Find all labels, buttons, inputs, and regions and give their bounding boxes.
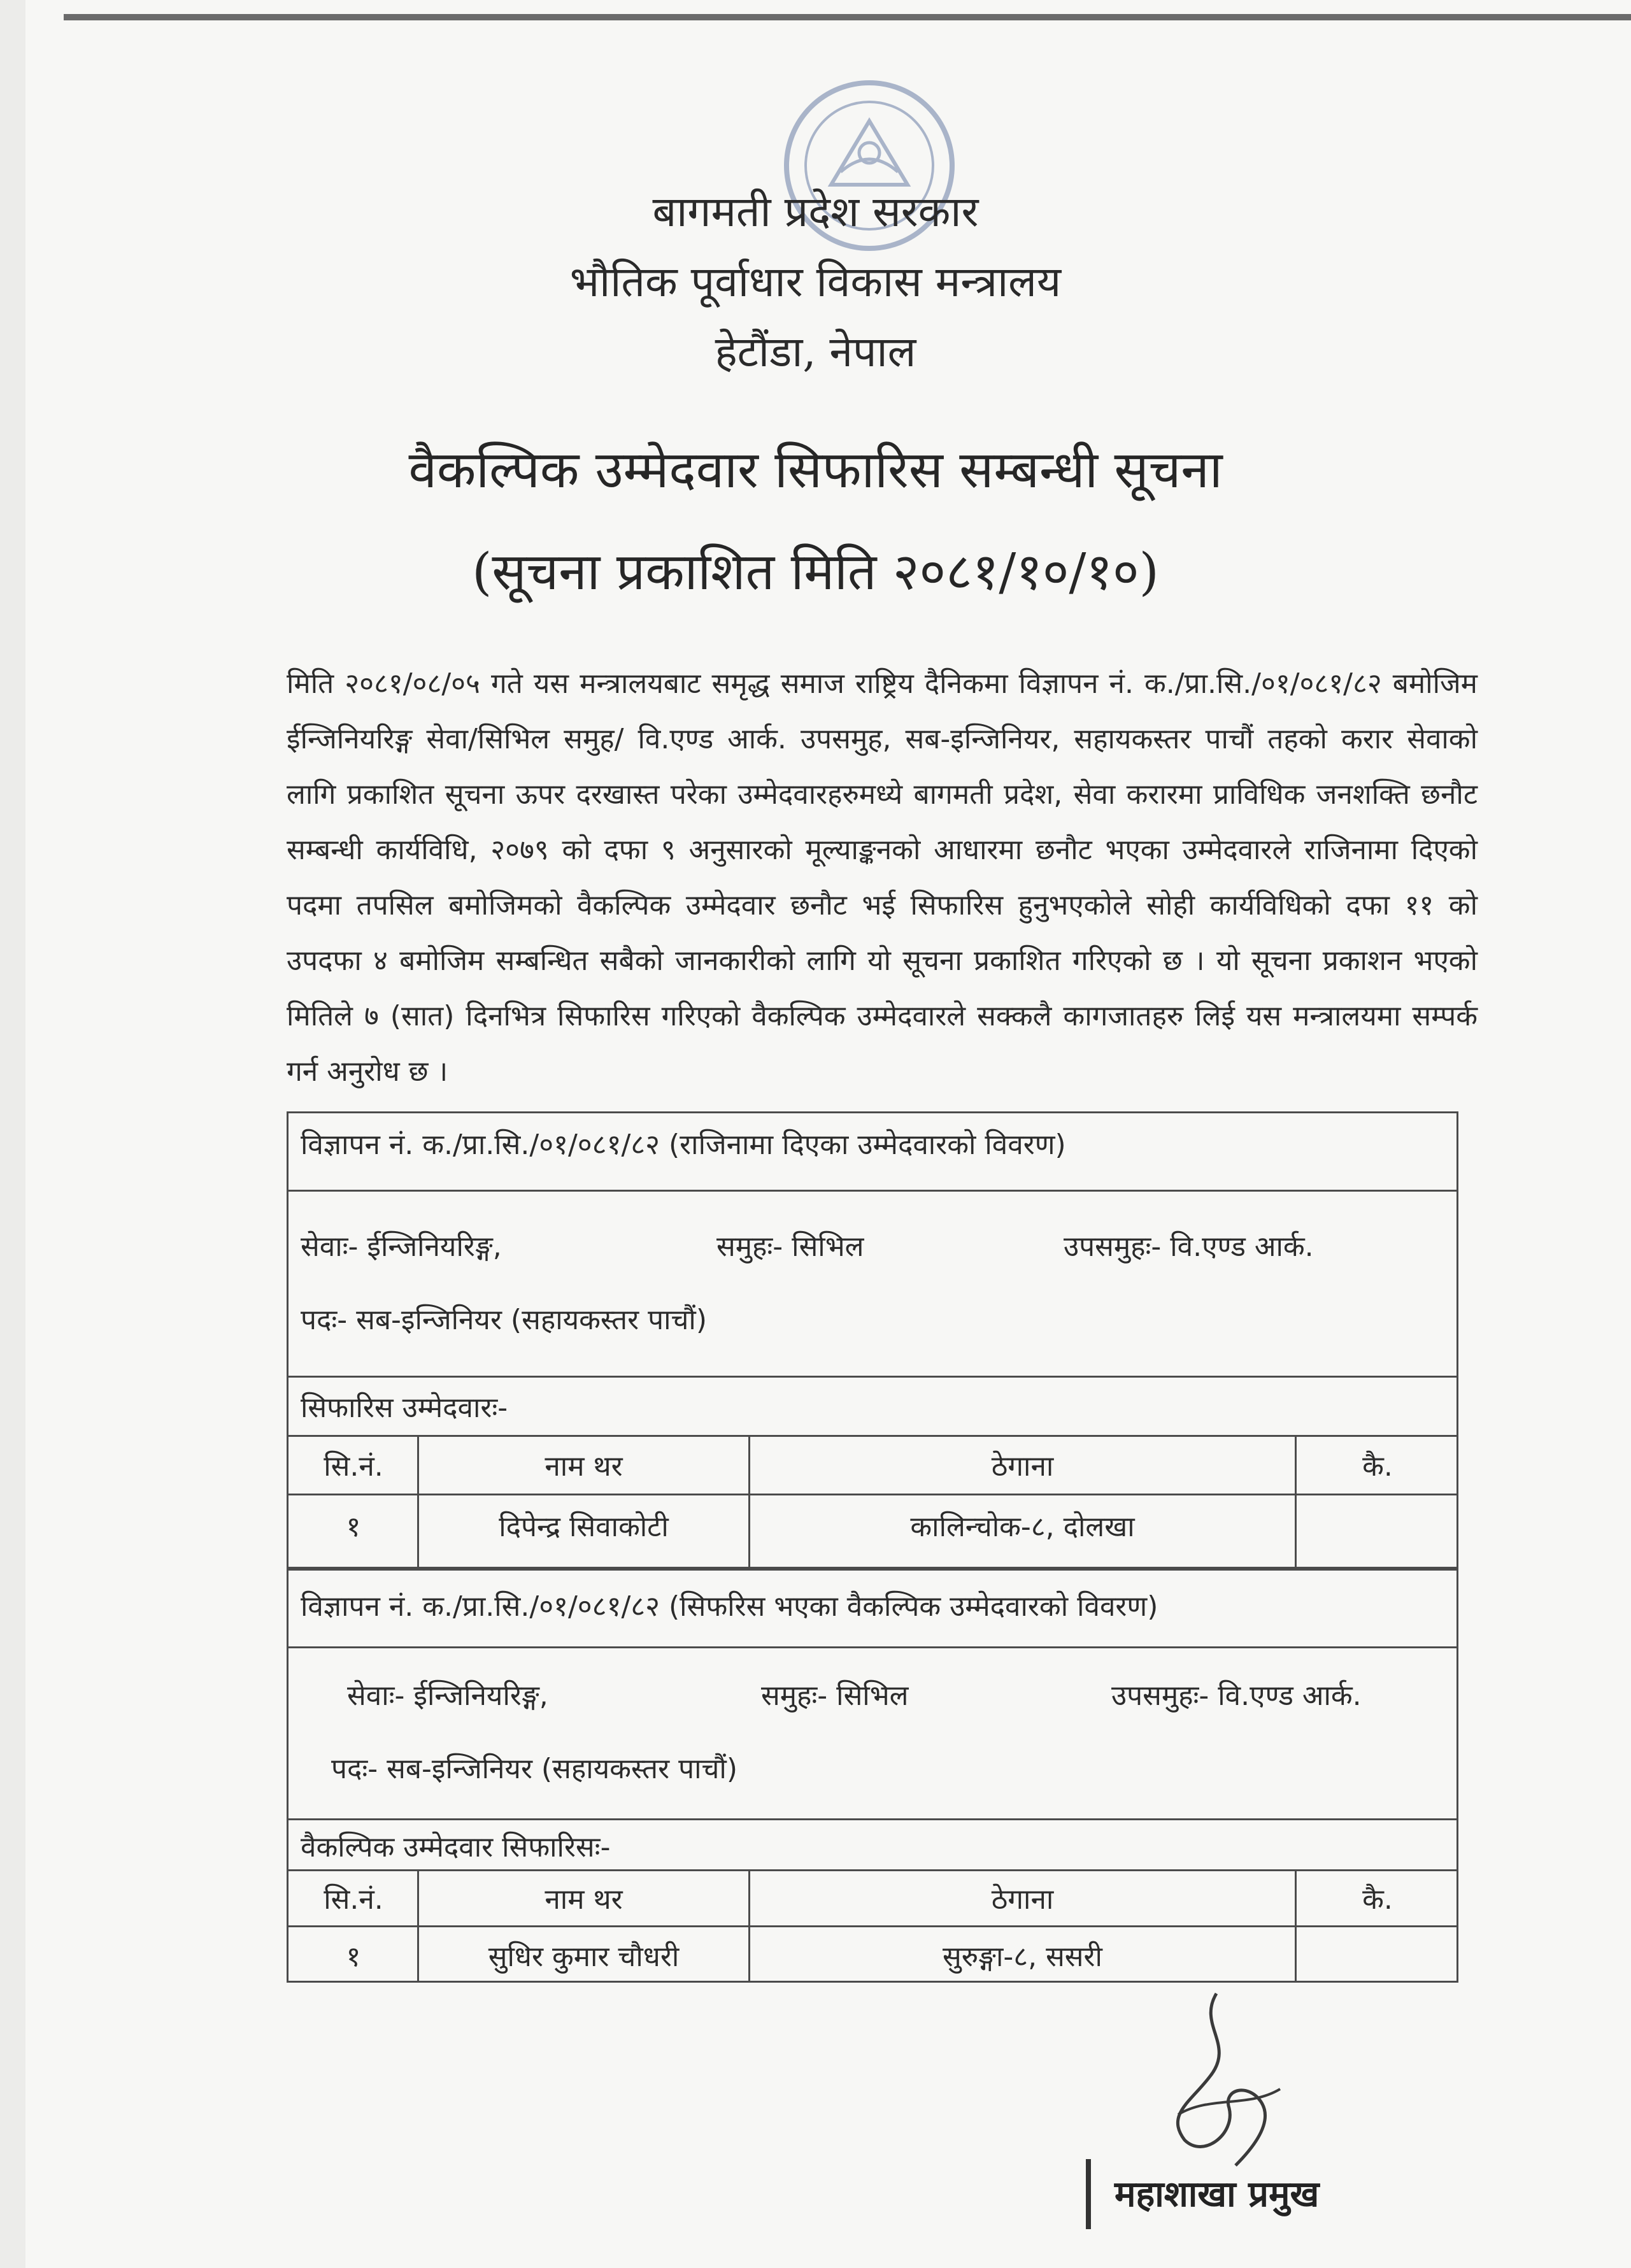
table-header-address: ठेगाना (991, 1883, 1054, 1916)
office-location: हेटौंडा, नेपाल (715, 327, 916, 376)
table-row-address: सुरुङ्गा-८, ससरी (943, 1941, 1102, 1973)
table-header-name: नाम थर (545, 1883, 623, 1916)
signatory-title: महाशाखा प्रमुख (1115, 2174, 1320, 2215)
table-row-sn: १ (346, 1511, 361, 1543)
table-header-name: नाम थर (545, 1450, 623, 1483)
table-row-name: सुधिर कुमार चौधरी (488, 1941, 680, 1973)
table-header-remarks: कै. (1362, 1450, 1393, 1483)
section2-list-label: वैकल्पिक उम्मेदवार सिफारिसः- (301, 1831, 611, 1864)
section2-subgroup: उपसमुहः- वि.एण्ड आर्क. (1111, 1680, 1362, 1712)
signature-divider (1086, 2159, 1091, 2229)
govt-name: बागमती प्रदेश सरकार (652, 187, 979, 236)
table-row-sn: १ (346, 1941, 361, 1973)
notice-body: मिति २०८१/०८/०५ गते यस मन्त्रालयबाट समृद्ध समाज राष्ट्रिय दैनिकमा विज्ञापन नं. क./प्रा.सि./०१/०८१/८२ बमोजिम ईन्जिनियरिङ्ग सेवा/सिभिल समुह/ वि.एण्ड आर्क. उपसमुह, सब-इन्जिनियर, सहायकस्तर पाचौं तहको करार सेवाको लागि प्रकाशित सूचना ऊपर दरखास्त परेका उम्मेदवारहरुमध्ये बागमती प्रदेश, सेवा करारमा प्राविधिक जनशक्ति छनौट सम्बन्धी कार्यविधि, २०७९ को दफा ९ अनुसारको मूल्याङ्कनको आधारमा छनौट भएका उम्मेदवारले राजिनामा दिएको पदमा तपसिल बमोजिमको वैकल्पिक उम्मेदवार छनौट भई सिफारिस हुनुभएकोले सोही कार्यविधिको दफा ११ को उपदफा ४ बमोजिम सम्बन्धित सबैको जानकारीको लागि यो सूचना प्रकाशित गरिएको छ । यो सूचना प्रकाशन भएको मितिले ७ (सात) दिनभित्र सिफारिस गरिएको वैकल्पिक उम्मेदवारले सक्कलै कागजातहरु लिई यस मन्त्रालयमा सम्पर्क गर्न अनुरोध छ । (287, 667, 1478, 1088)
section1-post: पदः- सब-इन्जिनियर (सहायकस्तर पाचौं) (301, 1304, 707, 1336)
table-row-name: दिपेन्द्र सिवाकोटी (499, 1511, 669, 1543)
handwritten-signature (1140, 1987, 1306, 2178)
table-header-sn: सि.नं. (324, 1450, 383, 1483)
notice-published-date: (सूचना प्रकाशित मिति २०८१/१०/१०) (472, 542, 1159, 601)
section2-service: सेवाः- ईन्जिनियरिङ्ग, (347, 1680, 548, 1712)
table-header-remarks: कै. (1362, 1883, 1393, 1916)
section1-group: समुहः- सिभिल (716, 1230, 864, 1263)
section1-subgroup: उपसमुहः- वि.एण्ड आर्क. (1064, 1230, 1314, 1263)
top-scan-rule (64, 14, 1631, 20)
section1-list-label: सिफारिस उम्मेदवारः- (301, 1392, 508, 1424)
section1-heading: विज्ञापन नं. क./प्रा.सि./०१/०८१/८२ (राजिनामा दिएका उम्मेदवारको विवरण) (301, 1129, 1066, 1161)
section1-service: सेवाः- ईन्जिनियरिङ्ग, (301, 1230, 502, 1263)
table-row-address: कालिन्चोक-८, दोलखा (910, 1511, 1135, 1543)
table-header-sn: सि.नं. (324, 1883, 383, 1916)
table-header-address: ठेगाना (991, 1450, 1054, 1483)
ministry-name: भौतिक पूर्वाधार विकास मन्त्रालय (569, 257, 1062, 306)
notice-title: वैकल्पिक उम्मेदवार सिफारिस सम्बन्धी सूचना (408, 440, 1223, 499)
section2-heading: विज्ञापन नं. क./प्रा.सि./०१/०८१/८२ (सिफरिस भएका वैकल्पिक उम्मेदवारको विवरण) (301, 1590, 1158, 1623)
section2-post: पदः- सब-इन्जिनियर (सहायकस्तर पाचौं) (331, 1753, 737, 1785)
section2-group: समुहः- सिभिल (761, 1680, 909, 1712)
